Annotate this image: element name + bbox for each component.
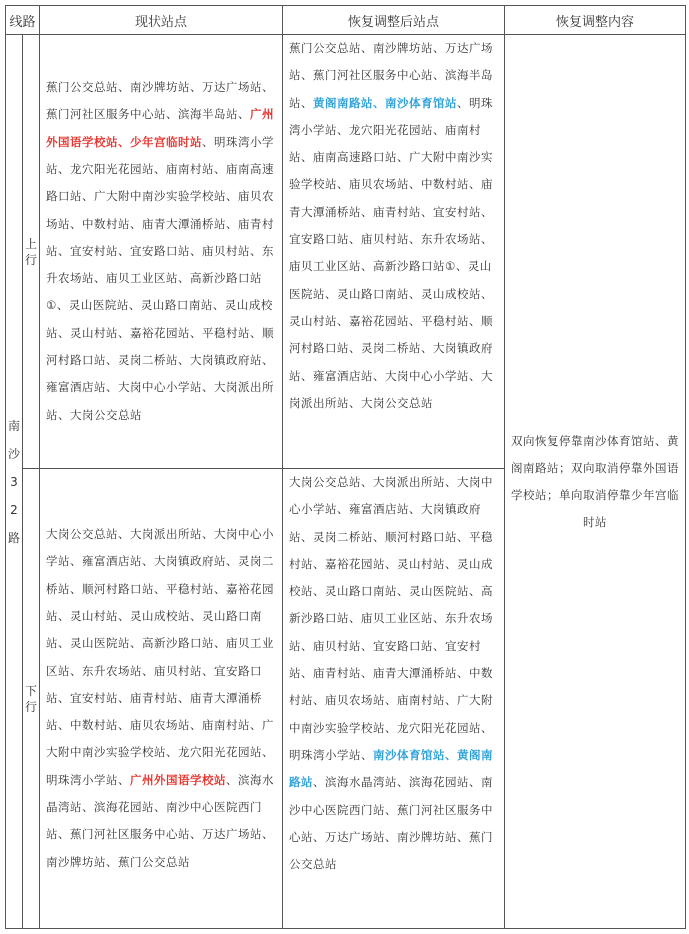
restored-stops-highlight: 南沙体育馆站、黄阁南路站 <box>289 747 494 790</box>
direction-char: 上 <box>25 236 38 251</box>
route-name-char: 沙 <box>7 446 20 461</box>
restored-stops-highlight: 黄阁南路站、南沙体育馆站 <box>313 95 458 110</box>
removed-stops-highlight: 广州外国语学校站 <box>130 772 227 787</box>
adjustment-content-cell: 双向恢复停靠南沙体育馆站、黄阁南路站；双向取消停靠外国语学校站；单向取消停靠少年宫临时站 <box>505 35 686 929</box>
header-route: 线路 <box>6 6 40 35</box>
direction-up-cell <box>23 35 40 469</box>
table-row-up <box>6 35 686 469</box>
direction-down-cell <box>23 469 40 929</box>
header-row <box>6 6 686 35</box>
adjusted-stops-down <box>283 469 505 929</box>
stop-text: 、明珠湾小学站、龙穴阳光花园站、庙南村站、庙南高速路口站、广大附中南沙实验学校站、庙贝农场站、中数村站、庙青大潭涌桥站、庙青村站、宜安村站、宜安路口站、庙贝村站、东升农场站、庙贝工业区站、高新沙路口站①、灵山医院站、灵山路口南站、灵山成校站、灵山村站、嘉裕花园站、平稳村站、顺河村路口站、灵岗二桥站、大岗镇政府站、雍富酒店站、大岗中心小学站、大岗派出所站、大岗公交总站 <box>289 95 494 410</box>
route-name-char: 2 <box>10 502 18 517</box>
route-name-char: 3 <box>10 474 18 489</box>
route-name-cell <box>6 35 23 929</box>
route-adjustment-table <box>5 5 686 929</box>
stop-text: 蕉门公交总站、南沙牌坊站、万达广场站、蕉门河社区服务中心站、滨海半岛站、 <box>289 41 494 110</box>
stop-text: 、滨海水晶湾站、滨海花园站、南沙中心医院西门站、蕉门河社区服务中心站、万达广场站、南沙牌坊站、蕉门公交总站 <box>289 775 494 872</box>
direction-char: 行 <box>25 252 38 267</box>
current-stops-up <box>40 35 283 469</box>
direction-char: 下 <box>25 683 38 698</box>
header-adjustment-content: 恢复调整内容 <box>505 6 686 35</box>
route-name-char: 南 <box>7 418 20 433</box>
stop-text: 蕉门公交总站、南沙牌坊站、万达广场站、蕉门河社区服务中心站、滨海半岛站、 <box>46 80 275 122</box>
removed-stops-highlight: 广州外国语学校站、少年宫临时站 <box>46 107 275 149</box>
stop-text: 大岗公交总站、大岗派出所站、大岗中心小学站、雍富酒店站、大岗镇政府站、灵岗二桥站、顺河村路口站、平稳村站、嘉裕花园站、灵山村站、灵山成校站、灵山路口南站、灵山医院站、高新沙路口站、庙贝工业区站、东升农场站、庙贝村站、宜安路口站、宜安村站、庙青村站、庙青大潭涌桥站、中数村站、庙贝农场站、庙南村站、广大附中南沙实验学校站、龙穴阳光花园站、明珠湾小学站、 <box>46 527 275 787</box>
stop-text: 大岗公交总站、大岗派出所站、大岗中心小学站、雍富酒店站、大岗镇政府站、灵岗二桥站、顺河村路口站、平稳村站、嘉裕花园站、灵山村站、灵山成校站、灵山路口南站、灵山医院站、高新沙路口站、庙贝工业区站、东升农场站、庙贝村站、宜安路口站、宜安村站、庙青村站、庙青大潭涌桥站、中数村站、庙贝农场站、庙南村站、广大附中南沙实验学校站、龙穴阳光花园站、明珠湾小学站、 <box>289 475 494 762</box>
header-adjusted-stops: 恢复调整后站点 <box>283 6 505 35</box>
header-current-stops: 现状站点 <box>40 6 283 35</box>
direction-char: 行 <box>25 699 38 714</box>
stop-text: 、滨海水晶湾站、滨海花园站、南沙中心医院西门站、蕉门河社区服务中心站、万达广场站、南沙牌坊站、蕉门公交总站 <box>46 772 275 869</box>
stop-text: 、明珠湾小学站、龙穴阳光花园站、庙南村站、庙南高速路口站、广大附中南沙实验学校站、庙贝农场站、中数村站、庙青大潭涌桥站、庙青村站、宜安村站、宜安路口站、庙贝村站、东升农场站、庙贝工业区站、高新沙路口站①、灵山医院站、灵山路口南站、灵山成校站、灵山村站、嘉裕花园站、平稳村站、顺河村路口站、灵岗二桥站、大岗镇政府站、雍富酒店站、大岗中心小学站、大岗派出所站、大岗公交总站 <box>46 134 275 422</box>
current-stops-down <box>40 469 283 929</box>
route-name-char: 路 <box>7 530 20 545</box>
adjusted-stops-up <box>283 35 505 469</box>
